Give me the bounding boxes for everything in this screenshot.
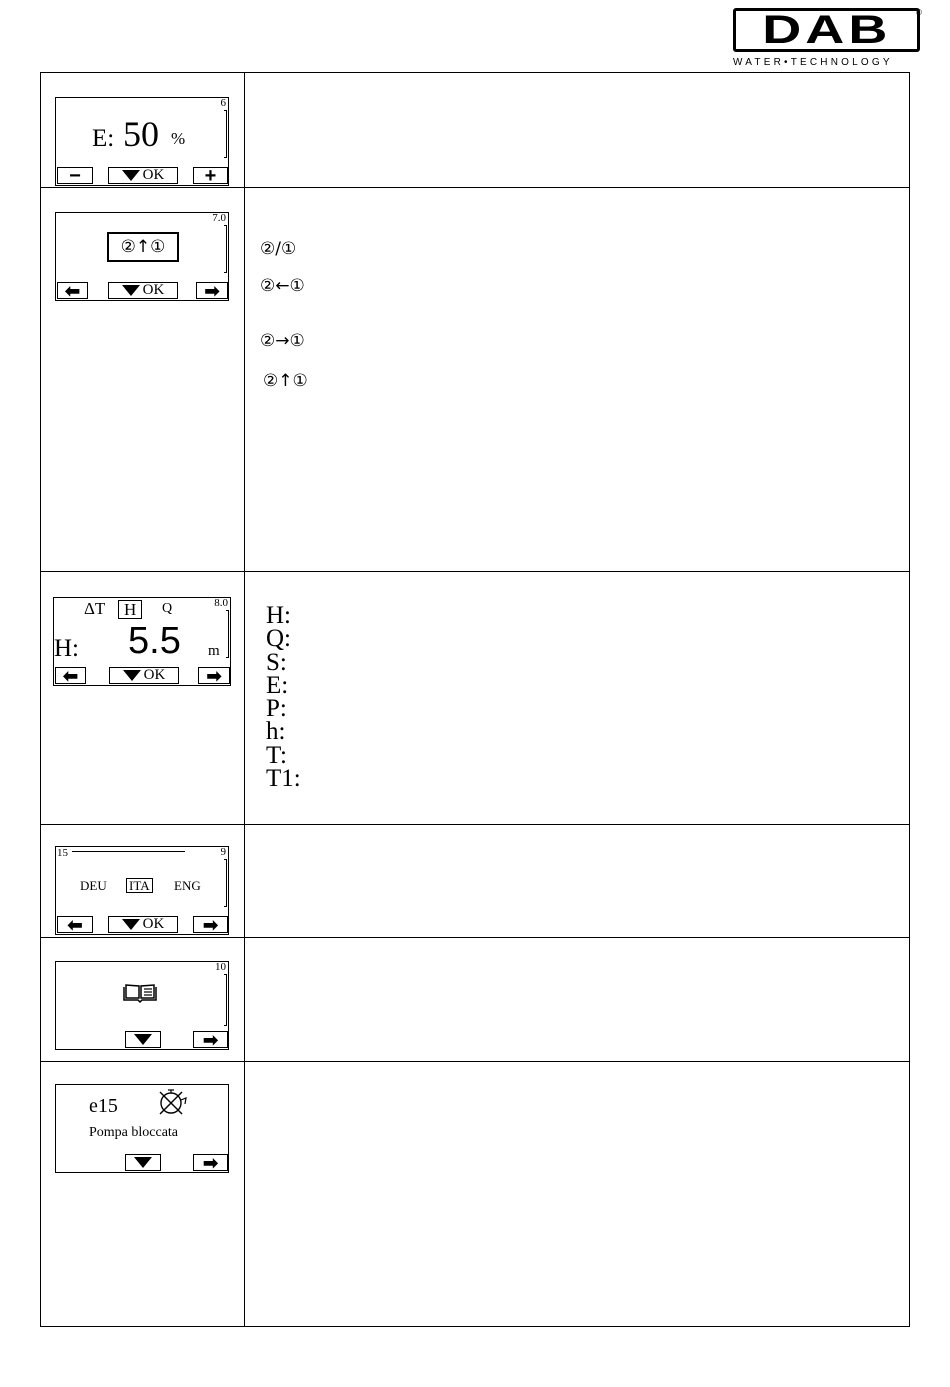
logo-registered-mark: ® <box>916 8 922 17</box>
down-button[interactable] <box>125 1031 161 1048</box>
down-ok-button[interactable] <box>108 282 178 299</box>
down-ok-button[interactable] <box>108 167 178 184</box>
down-arrow-icon <box>134 1157 152 1168</box>
lcd-screen-page-6 <box>55 97 229 186</box>
tab-h-selected[interactable]: H <box>118 600 142 619</box>
right-arrow-button[interactable]: ➡ <box>196 282 228 299</box>
row-divider <box>41 1061 909 1062</box>
blocked-pump-icon <box>156 1088 188 1116</box>
lcd-screen-error <box>55 1084 229 1173</box>
lcd-screen-page-9 <box>55 846 229 935</box>
scrollbar <box>224 225 227 273</box>
error-code: e15 <box>89 1095 118 1117</box>
down-arrow-icon <box>122 170 140 181</box>
lcd-screen-page-10 <box>55 961 229 1050</box>
unit-label: % <box>171 129 186 148</box>
down-arrow-icon <box>122 285 140 296</box>
scrollbar <box>224 110 227 158</box>
logo-brand: DAB <box>761 8 892 52</box>
mode-selection-box[interactable] <box>107 232 179 262</box>
error-text: Pompa bloccata <box>89 1125 179 1140</box>
mode-right-icon: ②→① <box>260 331 305 351</box>
dab-logo <box>733 8 923 70</box>
param-unit: m <box>208 643 220 659</box>
column-divider <box>244 73 245 1326</box>
scrollbar <box>224 859 227 907</box>
down-arrow-icon <box>122 919 140 930</box>
down-arrow-icon <box>134 1034 152 1045</box>
param-q: Q: <box>266 625 291 653</box>
param-t1: T1: <box>266 764 301 792</box>
ok-label: OK <box>142 282 165 298</box>
lcd-screen-page-7 <box>55 212 229 301</box>
row-divider <box>41 824 909 825</box>
param-s: S: <box>266 648 287 676</box>
mode-up-icon: ②↑① <box>263 371 308 391</box>
value-prefix: E: <box>92 125 115 152</box>
down-arrow-icon <box>123 670 141 681</box>
ok-label: OK <box>142 916 165 932</box>
param-p: P: <box>266 695 287 722</box>
row-divider <box>41 937 909 938</box>
row-divider <box>41 187 909 188</box>
mode-alternate-icon: ②/① <box>260 239 297 259</box>
row-divider <box>41 571 909 572</box>
progress-line <box>72 851 185 852</box>
value-display: 50 <box>123 114 159 154</box>
param-e: E: <box>266 671 289 699</box>
parameter-list <box>266 604 301 790</box>
left-arrow-button[interactable]: ⬅ <box>55 667 86 684</box>
left-arrow-button[interactable]: ⬅ <box>57 916 93 933</box>
right-arrow-button[interactable]: ➡ <box>193 916 228 933</box>
down-button[interactable] <box>125 1154 161 1171</box>
lcd-screen-page-8 <box>53 597 231 686</box>
plus-button[interactable]: + <box>193 167 228 184</box>
down-ok-button[interactable] <box>108 916 178 933</box>
language-deu[interactable]: DEU <box>80 878 107 893</box>
down-ok-button[interactable] <box>109 667 179 684</box>
right-arrow-button[interactable]: ➡ <box>198 667 230 684</box>
scrollbar <box>226 610 229 658</box>
language-ita-selected[interactable]: ITA <box>126 878 153 893</box>
page-number: 7.0 <box>212 212 226 224</box>
param-t: T: <box>266 741 287 769</box>
scrollbar <box>224 974 227 1026</box>
param-h: H: <box>266 602 291 629</box>
page-number: 6 <box>220 97 226 109</box>
page-number: 8.0 <box>214 597 228 609</box>
minus-button[interactable]: − <box>57 167 93 184</box>
right-arrow-button[interactable]: ➡ <box>193 1154 228 1171</box>
page-number: 10 <box>215 961 226 973</box>
left-arrow-button[interactable]: ⬅ <box>57 282 88 299</box>
right-arrow-button[interactable]: ➡ <box>193 1031 228 1048</box>
page-number: 9 <box>220 846 226 858</box>
param-value: 5.5 <box>128 620 181 662</box>
left-counter: 15 <box>57 847 68 859</box>
tab-q[interactable]: Q <box>162 601 173 616</box>
mode-left-icon: ②←① <box>260 276 305 296</box>
param-hours: h: <box>266 718 286 746</box>
logo-box <box>733 8 920 52</box>
pump-mode-icon: ②↑① <box>120 236 166 257</box>
ok-label: OK <box>143 667 166 683</box>
tab-delta-t[interactable]: ΔT <box>84 599 106 618</box>
manual-book-icon <box>122 983 158 1003</box>
param-label: H: <box>54 635 79 662</box>
ok-label: OK <box>142 167 165 183</box>
language-eng[interactable]: ENG <box>174 878 201 893</box>
logo-tagline: WATER•TECHNOLOGY <box>733 57 893 68</box>
